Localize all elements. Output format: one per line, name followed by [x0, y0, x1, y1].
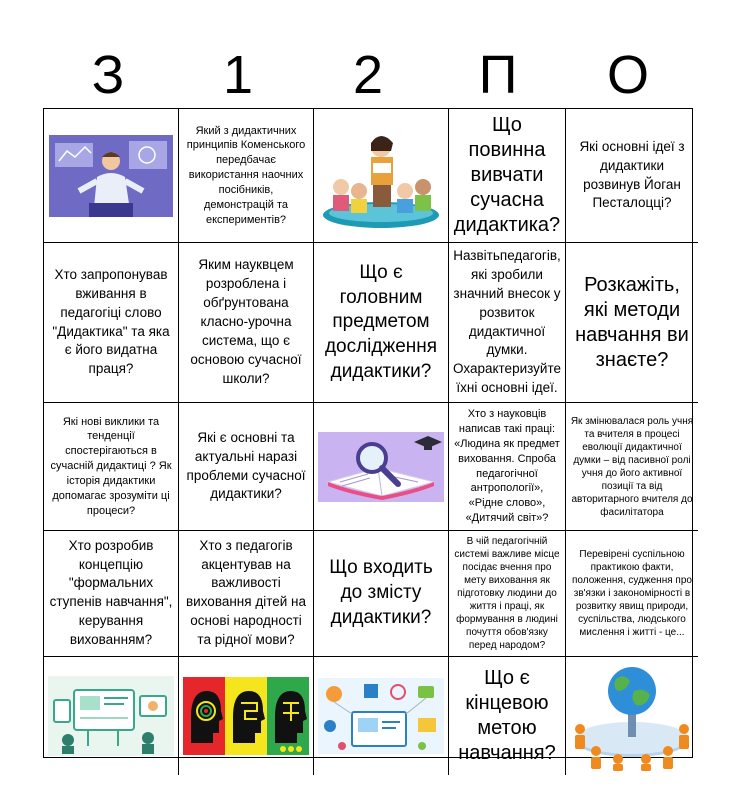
thinking-heads-illustration — [183, 677, 309, 755]
cell-r4c5-text: Перевірені суспільною практикою факти, положення, судження про зв'язки і закономірності в розвитку явищ природи, суспільства, людського мислення і життi - це... — [572, 548, 692, 638]
cell-r3c4[interactable] — [449, 403, 566, 531]
cell-r3c1[interactable] — [44, 403, 179, 531]
header-letter-2: 1 — [222, 45, 254, 105]
cell-r2c2-text: Яким науквцем розроблена і обґрунтована класно-урочна система, що є основою сучасної школи? — [190, 257, 302, 386]
cell-r4c1-text: Хто розробив концепцію "формальних ступенів навчання", керування вихованням? — [49, 537, 173, 648]
cell-r5c1[interactable] — [44, 657, 179, 775]
cell-r5c5[interactable] — [566, 657, 698, 775]
cell-r4c4[interactable] — [449, 531, 566, 657]
cell-r3c2[interactable] — [179, 403, 314, 531]
header-letter-3: 2 — [352, 45, 384, 105]
global-meeting-illustration — [570, 661, 694, 771]
cell-r1c5[interactable] — [566, 109, 698, 243]
cell-r2c5-text: Розкажіть, які методи навчання ви знаєте? — [575, 273, 689, 371]
cell-r3c4-text: Хто з науковців написав такі праці: «Людина як предмет виховання. Спроба педагогічної антропології», «Рідне слово», «Дитячий світ»? — [454, 408, 560, 525]
cell-r2c4[interactable] — [449, 243, 566, 403]
cell-r2c3[interactable] — [314, 243, 449, 403]
cell-r2c4-text: Назвітьпедагогів, які зробили значний внесок у розвиток дидактичної думки. Охарактеризуйте їхні основні ідеї. — [453, 248, 561, 396]
bingo-header — [43, 40, 693, 110]
cell-r4c5[interactable] — [566, 531, 698, 657]
cell-r4c3-text: Що входить до змісту дидактики? — [329, 557, 433, 628]
cell-r1c4[interactable] — [449, 109, 566, 243]
cell-r1c1[interactable] — [44, 109, 179, 243]
cell-r2c1[interactable] — [44, 243, 179, 403]
cell-r4c2-text: Хто з педагогів акцентував на важливості виховання дітей на основі народності та рідної мови? — [186, 537, 306, 648]
cell-r5c4-text: Що є кінцевою метою навчання? — [458, 666, 556, 764]
cell-r4c1[interactable] — [44, 531, 179, 657]
cell-r2c2[interactable] — [179, 243, 314, 403]
header-letter-1: З — [91, 45, 125, 105]
cell-r5c4[interactable] — [449, 657, 566, 775]
cell-r1c2[interactable] — [179, 109, 314, 243]
cell-r1c4-text: Що повинна вивчати сучасна дидактика? — [453, 114, 561, 236]
storytelling-children-illustration — [319, 121, 443, 231]
cell-r1c2-text: Який з дидактичних принципів Коменського передбачає використання наочних посібників, демонстрацій та експериментів? — [186, 124, 306, 226]
cell-r4c3[interactable] — [314, 531, 449, 657]
cell-r3c1-text: Які нові виклики та тенденції спостерігаються в сучасній дидактиці ? Як історія дидактики допомагає зрозуміти ці процеси? — [50, 415, 172, 517]
teacher-lecture-illustration — [49, 135, 173, 217]
cell-r3c3[interactable] — [314, 403, 449, 531]
header-letter-4: П — [478, 45, 518, 105]
header-letter-5: О — [606, 45, 649, 105]
cell-r3c5-text: Як змінювалася роль учня та вчителя в процесі еволюції дидактичної думки – від пасивної ролі учня до його активної позиції та від авторитарного вчителя до фасилітатора — [570, 415, 694, 518]
education-icons-illustration — [318, 678, 444, 754]
cell-r2c5[interactable] — [566, 243, 698, 403]
cell-r2c1-text: Хто запропонував вживання в педагогіці слово "Дидактика" та яка є його видатна праця? — [52, 266, 170, 377]
cell-r1c3[interactable] — [314, 109, 449, 243]
cell-r1c5-text: Які основні ідеї з дидактики розвинув Йоган Песталоцці? — [579, 138, 685, 211]
cell-r3c5[interactable] — [566, 403, 698, 531]
cell-r4c2[interactable] — [179, 531, 314, 657]
cell-r3c2-text: Які є основні та актуальні наразі проблеми сучасної дидактики? — [186, 429, 306, 502]
cell-r4c4-text: В чій педагогічній системі важливе місце посідає вчення про мету виховання як підготовку людини до життя і праці, як формування в людині почуття обов'язку перед народом? — [454, 535, 560, 651]
cell-r2c3-text: Що є головним предметом дослідження дидактики? — [324, 261, 438, 382]
bingo-grid — [43, 108, 694, 764]
cell-r5c3[interactable] — [314, 657, 449, 775]
magnifying-glass-book-illustration — [318, 432, 444, 502]
cell-r5c2[interactable] — [179, 657, 314, 775]
online-learning-illustration — [48, 676, 174, 756]
